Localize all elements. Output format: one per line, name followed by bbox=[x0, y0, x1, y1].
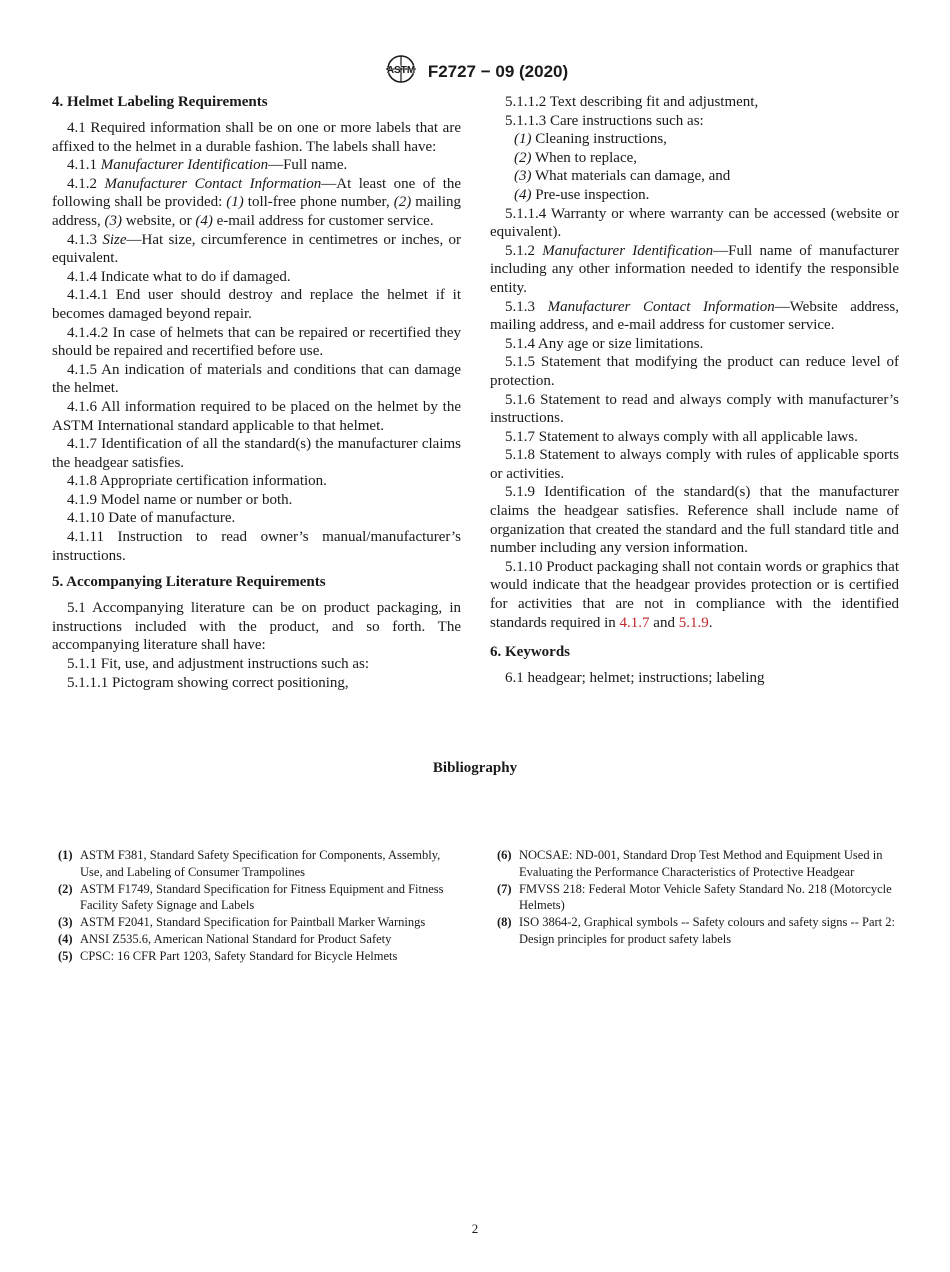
bibliography-ref: (1) ASTM F381, Standard Safety Specification for Components, Assembly, Use, and Labeling of Consumer Trampolines bbox=[58, 848, 441, 879]
para-4-1-4: 4.1.4 Indicate what to do if damaged. bbox=[67, 268, 291, 285]
astm-logo-icon bbox=[382, 54, 420, 89]
bibliography-ref: (8) ISO 3864-2, Graphical symbols -- Safety colours and safety signs -- Part 2: Design principles for product safety labels bbox=[497, 915, 895, 946]
bibliography-ref: (5) CPSC: 16 CFR Part 1203, Safety Standard for Bicycle Helmets bbox=[58, 948, 398, 963]
para-4-1-11: 4.1.11 Instruction to read owner’s manual/manufacturer’s instructions. bbox=[52, 529, 461, 564]
para-4-1-7: 4.1.7 Identification of all the standard(s) the manufacturer claims the headgear satisfies. bbox=[52, 436, 461, 471]
bibliography-ref: (6) NOCSAE: ND-001, Standard Drop Test Method and Equipment Used in Evaluating the Performance Characteristics of Protective Headgear bbox=[497, 848, 883, 879]
left-column bbox=[52, 93, 461, 692]
care-item-1: (1) Cleaning instructions, bbox=[514, 131, 667, 148]
care-item-3: (3) What materials can damage, and bbox=[514, 168, 731, 185]
para-4-1-4-2: 4.1.4.2 In case of helmets that can be repaired or recertified they should be repaired and recertified before use. bbox=[52, 324, 461, 360]
section-4-heading: 4. Helmet Labeling Requirements bbox=[52, 94, 268, 110]
para-4-1-10: 4.1.10 Date of manufacture. bbox=[67, 510, 236, 527]
para-4-1-1: 4.1.1 Manufacturer Identification—Full name. bbox=[67, 157, 348, 174]
para-5-1-4: 5.1.4 Any age or size limitations. bbox=[505, 335, 704, 352]
para-5-1-1-2: 5.1.1.2 Text describing fit and adjustment, bbox=[505, 94, 759, 110]
logo-text: ASTM bbox=[386, 65, 415, 76]
para-5-1-5: 5.1.5 Statement that modifying the product can reduce level of protection. bbox=[490, 354, 899, 389]
para-5-1-1-4: 5.1.1.4 Warranty or where warranty can be accessed (website or equivalent). bbox=[490, 205, 899, 241]
para-5-1-10: 5.1.10 Product packaging shall not contain words or graphics that would indicate that the headgear provides protection or is certified for activities that are not in compliance with the identified standards required in 4.1.7 and 5.1.9. bbox=[490, 558, 899, 631]
para-5-1-3: 5.1.3 Manufacturer Contact Information—Website address, mailing address, and e-mail address for customer service. bbox=[490, 298, 899, 334]
xref-5-1-9-link[interactable]: 5.1.9 bbox=[678, 614, 709, 631]
para-4-1-2: 4.1.2 Manufacturer Contact Information—At least one of the following shall be provided: (1) toll-free phone number, (2) mailing address, (3) website, or (4) e-mail address for customer service. bbox=[52, 175, 462, 229]
para-5-1-7: 5.1.7 Statement to always comply with all applicable laws. bbox=[505, 428, 858, 445]
bibliography-ref: (4) ANSI Z535.6, American National Standard for Product Safety bbox=[58, 931, 392, 946]
care-item-4: (4) Pre-use inspection. bbox=[514, 186, 650, 203]
para-4-1-9: 4.1.9 Model name or number or both. bbox=[67, 491, 293, 508]
para-4-1-5: 4.1.5 An indication of materials and conditions that can damage the helmet. bbox=[52, 361, 461, 397]
care-item-2: (2) When to replace, bbox=[514, 149, 638, 166]
para-5-1-1-3: 5.1.1.3 Care instructions such as: bbox=[505, 112, 704, 129]
right-column bbox=[490, 93, 899, 688]
bibliography-refs-right bbox=[497, 847, 897, 948]
bibliography-title: Bibliography bbox=[432, 760, 518, 776]
para-4-1-6: 4.1.6 All information required to be placed on the helmet by the ASTM International standard applicable to that helmet. bbox=[52, 398, 461, 434]
para-4-1: 4.1 Required information shall be on one or more labels that are affixed to the helmet in a durable fashion. The labels shall have: bbox=[52, 120, 461, 155]
section-5-heading: 5. Accompanying Literature Requirements bbox=[52, 574, 326, 591]
page-number: 2 bbox=[471, 1221, 479, 1236]
para-5-1-1: 5.1.1 Fit, use, and adjustment instructions such as: bbox=[67, 656, 370, 673]
para-5-1-8: 5.1.8 Statement to always comply with rules of applicable sports or activities. bbox=[490, 447, 899, 482]
para-5-1-6: 5.1.6 Statement to read and always comply with manufacturer’s instructions. bbox=[490, 391, 899, 427]
bibliography-ref: (2) ASTM F1749, Standard Specification for Fitness Equipment and Fitness Facility Safety Signage and Labels bbox=[58, 881, 444, 913]
xref-4-1-7-link[interactable]: 4.1.7 bbox=[619, 614, 650, 631]
page-header bbox=[0, 54, 950, 89]
para-5-1-9: 5.1.9 Identification of the standard(s) that the manufacturer claims the headgear satisfies. Reference shall include name of organization that created the standard and the full standard title and number including any version information. bbox=[490, 484, 899, 557]
para-4-1-4-1: 4.1.4.1 End user should destroy and replace the helmet if it becomes damaged beyond repair. bbox=[52, 287, 461, 322]
bibliography-refs-left bbox=[58, 847, 458, 965]
para-4-1-8: 4.1.8 Appropriate certification information. bbox=[67, 473, 327, 490]
bibliography-ref: (3) ASTM F2041, Standard Specification for Paintball Marker Warnings bbox=[58, 915, 426, 930]
section-6-heading: 6. Keywords bbox=[490, 644, 570, 661]
para-5-1-1-1: 5.1.1.1 Pictogram showing correct positioning, bbox=[67, 674, 349, 691]
bibliography-ref: (7) FMVSS 218: Federal Motor Vehicle Safety Standard No. 218 (Motorcycle Helmets) bbox=[497, 881, 892, 913]
para-5-1: 5.1 Accompanying literature can be on product packaging, in instructions included with the product, and so forth. The accompanying literature shall have: bbox=[52, 600, 461, 654]
para-4-1-3: 4.1.3 Size—Hat size, circumference in centimetres or inches, or equivalent. bbox=[52, 231, 462, 267]
para-5-1-2: 5.1.2 Manufacturer Identification—Full name of manufacturer including any other information needed to identify the responsible entity. bbox=[490, 242, 899, 296]
standard-designation: F2727 − 09 (2020) bbox=[427, 61, 569, 81]
para-6-1: 6.1 headgear; helmet; instructions; labeling bbox=[505, 670, 765, 687]
